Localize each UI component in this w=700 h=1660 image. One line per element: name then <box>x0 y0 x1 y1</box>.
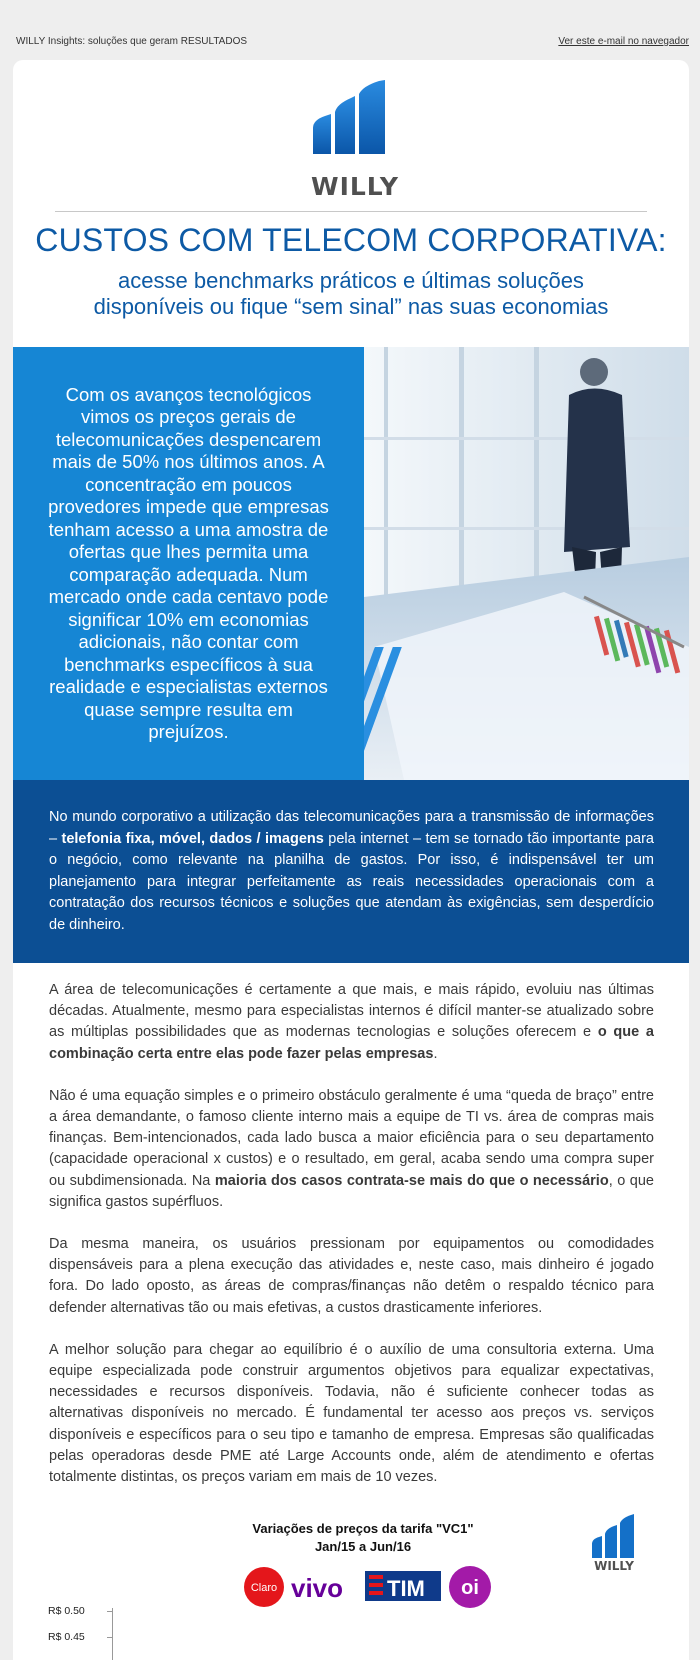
logo-wordmark: WILLY <box>311 172 399 201</box>
willy-logo[interactable] <box>311 80 399 201</box>
header-divider <box>55 211 647 212</box>
article-body <box>49 980 654 1509</box>
oi-logo-icon <box>449 1566 491 1608</box>
hero-photo <box>364 347 689 780</box>
email-card <box>13 60 689 1660</box>
chart-title: Variações de preços da tarifa "VC1" Jan/15 a Jun/16 <box>252 1521 474 1554</box>
bars-logo-icon <box>311 80 397 170</box>
tim-logo-icon <box>365 1571 441 1601</box>
page-subtitle <box>13 268 689 320</box>
svg-text:TIM: TIM <box>387 1576 425 1601</box>
page-title: CUSTOS COM TELECOM CORPORATIVA: <box>35 222 667 258</box>
svg-text:vivo: vivo <box>291 1573 344 1603</box>
view-in-browser-link[interactable]: Ver este e-mail no navegador <box>558 36 689 47</box>
paragraph-3: Da mesma maneira, os usuários pressionam por equipamentos ou comodidades dispensáveis para a plena execução das atividades e, neste caso, mais dinheiro é jogado fora. Do lado oposto, as áreas de compras/finanças não detêm o respaldo técnico para defender alternativas tão ou mais efetivas, a custos drasticamente inferiores. <box>49 1236 654 1316</box>
small-logo-wordmark: WILLY <box>594 1559 634 1572</box>
y-tick-label: R$ 0.45 <box>48 1631 85 1643</box>
vivo-logo-icon <box>291 1573 343 1603</box>
carrier-logos <box>243 1565 503 1609</box>
paragraph-2: Não é uma equação simples e o primeiro obstáculo geralmente é uma “queda de braço” entre a área demandante, o famoso cliente interno mais a equipe de TI vs. área de compras mais finanças. Bem-intencionados, cada lado busca a maior eficiência para o seu departamento (capacidade operacional x custos) e o resultado, em geral, acaba sendo uma compra super ou subdimensionada. Na maioria dos casos contrata-se mais do que o necessário, o que significa gastos supérfluos. <box>49 1087 654 1210</box>
willy-small-logo <box>590 1514 642 1572</box>
claro-logo-icon <box>244 1567 284 1607</box>
y-tick-mark <box>107 1637 112 1638</box>
y-tick-mark <box>107 1611 112 1612</box>
bars-logo-small-icon <box>590 1514 642 1572</box>
svg-text:Claro: Claro <box>250 1582 278 1594</box>
paragraph-4: A melhor solução para chegar ao equilíbrio é o auxílio de uma consultoria externa. Uma equipe especializada pode construir argumentos objetivos para equalizar expectativas, necessidades e recursos disponíveis. Todavia, não é suficiente conhecer todas as alternativas disponíveis no mercado. É fundamental ter acesso aos preços vs. serviços disponíveis e específicos para o seu tipo e tamanho de empresa. Empresas são qualificadas pelas operadoras desde PME até Large Accounts onde, além de atendimento e ofertas totalmente distintas, os preços variam em mais de 10 vezes. <box>49 1341 654 1486</box>
email-preheader-bar <box>0 0 700 58</box>
paragraph-1: A área de telecomunicações é certamente a que mais, e mais rápido, evoluiu nas últimas décadas. Atualmente, mesmo para especialistas internos é difícil manter-se atualizado sobre as múltiplas possibilidades que as modernas tecnologias e soluções oferecem e o que a combinação certa entre elas pode fazer pelas empresas. <box>49 982 654 1062</box>
y-axis <box>112 1608 113 1660</box>
preheader-text: WILLY Insights: soluções que geram RESULTADOS <box>16 36 248 47</box>
context-highlight: telefonia fixa, móvel, dados / imagens <box>61 830 324 847</box>
intro-panel <box>13 347 364 780</box>
business-man-photo-icon <box>364 347 689 780</box>
intro-text: Com os avanços tecnológicos vimos os preços gerais de telecomunicações despencarem mais de 50% nos últimos anos. A concentração em poucos provedores impede que empresas tenham acesso a uma amostra de ofertas que lhes permita uma comparação adequada. Num mercado onde cada centavo pode significar 10% em economias adicionais, não contar com benchmarks específicos à sua realidade e especialistas externos quase sempre resulta em prejuízos. <box>48 383 329 742</box>
subtitle-line-2: disponíveis ou fique “sem sinal” nas suas economias <box>93 294 609 319</box>
context-text: No mundo corporativo a utilização das telecomunicações para a transmissão de informações – telefonia fixa, móvel, dados / imagens pela internet – tem se tornado tão importante para o negócio, como relevante na planilha de gastos. Por isso, é indispensável ter um planejamento para integrar perfeitamente as reais necessidades operacionais com a contratação dos recursos técnicos e soluções que atendam às exigências, sem desperdício de dinheiro. <box>49 809 654 933</box>
context-band <box>13 780 689 963</box>
svg-text:oi: oi <box>461 1577 479 1599</box>
y-tick-label: R$ 0.50 <box>48 1605 85 1617</box>
subtitle-line-1: acesse benchmarks práticos e últimas soluções <box>118 268 584 293</box>
